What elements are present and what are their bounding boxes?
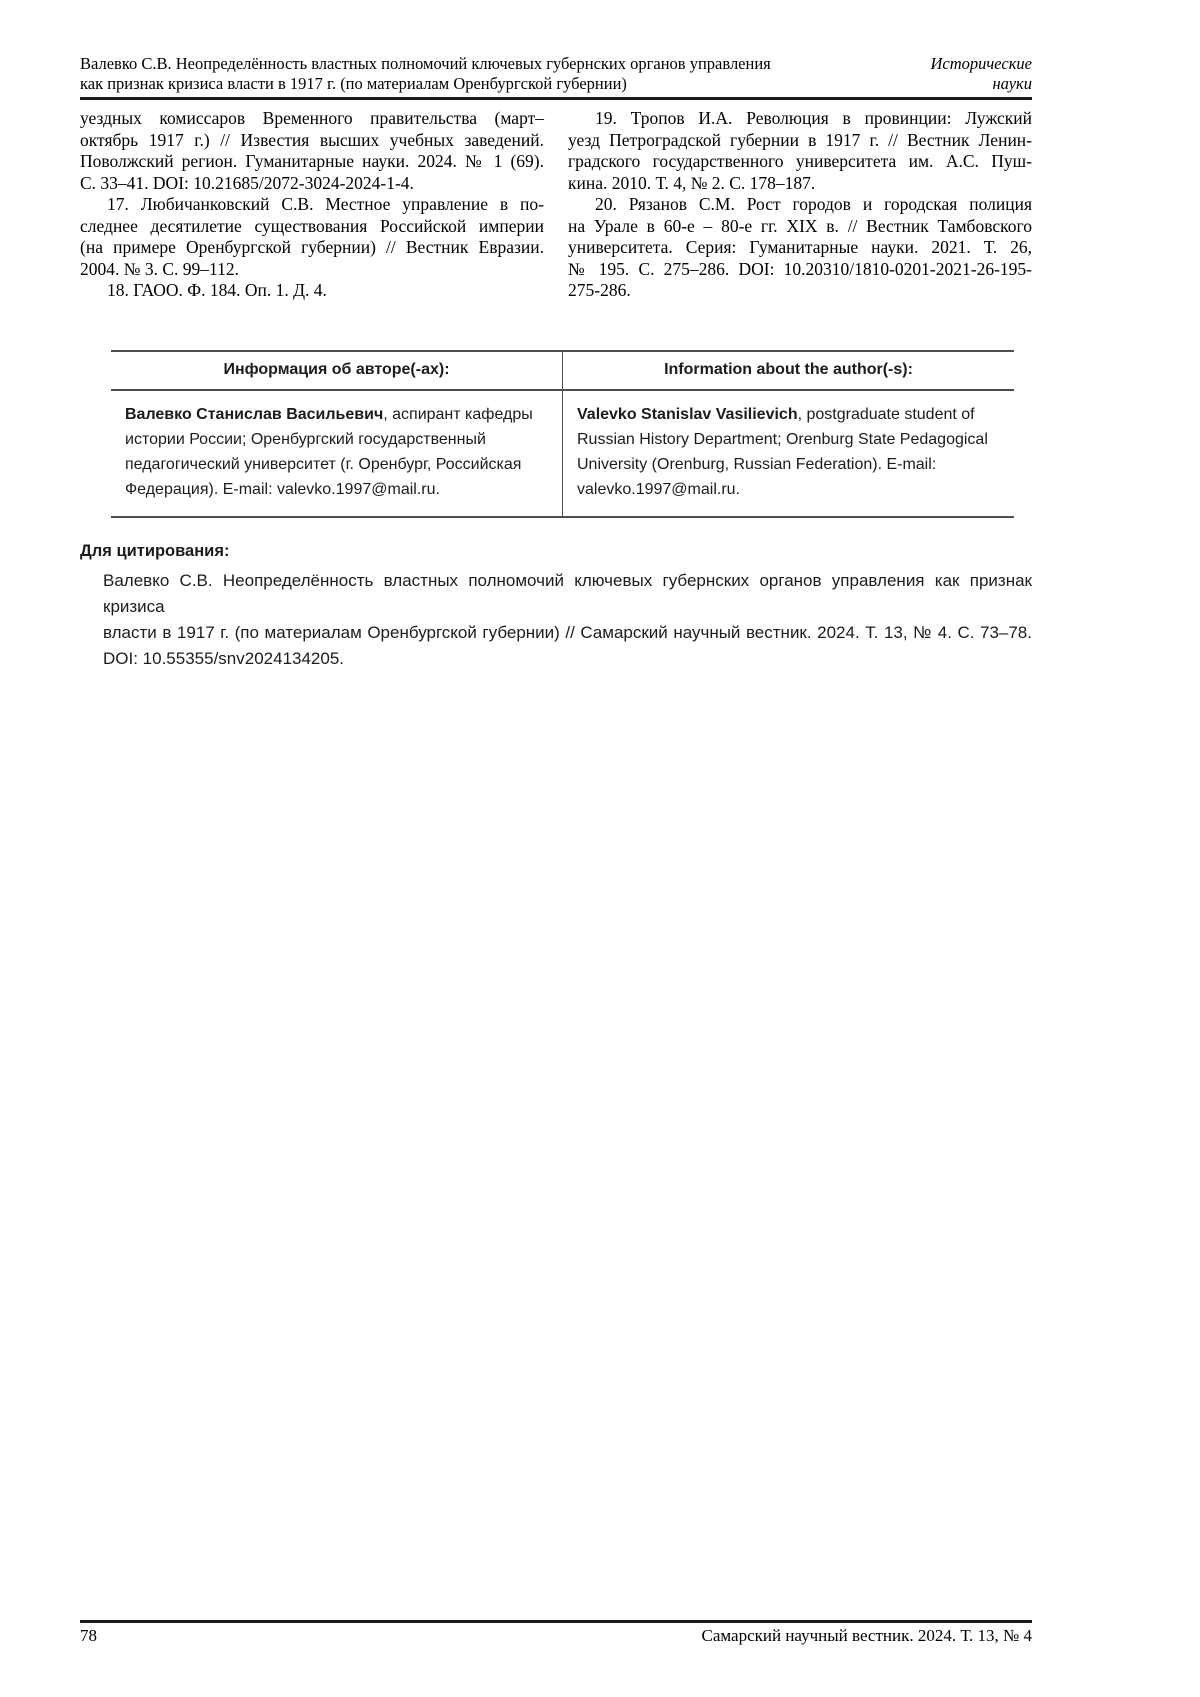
running-title [80, 54, 771, 94]
author-affiliation-ru: , аспирант кафедры истории России; Оренбургский государственный педагогический университет (г. Оренбург, Российская Федерация). E-mail: valevko.1997@mail.ru. [125, 405, 533, 498]
author-table-header-en: Information about the author(-s): [563, 351, 1015, 390]
section-label-line1: Исторические [930, 54, 1032, 73]
running-title-line1: Валевко С.В. Неопределённость властных полномочий ключевых губернских органов управления [80, 54, 771, 73]
page-footer [80, 1620, 1032, 1647]
author-affiliation-en: , postgraduate student of Russian History Department; Orenburg State Pedagogical University (Orenburg, Russian Federation). E-mail: valevko.1997@mail.ru. [577, 405, 988, 498]
author-cell-ru [111, 390, 563, 517]
author-table-header-ru: Информация об авторе(-ах): [111, 351, 563, 390]
author-table-body-row [111, 390, 1014, 517]
section-label [931, 54, 1033, 94]
page-header [80, 54, 1032, 100]
citation-section [80, 518, 1032, 672]
references-right-column: 19. Тропов И.А. Революция в провинции: Лужский уезд Петроградской губернии в 1917 г. // Вестник Ленин- градского государственного университета им. А.С. Пуш- кина. 2010. Т. 4, № 2. С. 178–187. 20. Рязанов С.М. Рост городов и городская полиция на Урале в 60-е – 80-е гг. XIX в. // Вестник Тамбовского университета. Серия: Гуманитарные науки. 2021. Т. 26, № 195. С. 275–286. DOI: 10.20310/1810-0201-2021-26-195- 275-286. [568, 108, 1032, 300]
references-section [80, 108, 1032, 302]
page-number: 78 [80, 1626, 97, 1645]
author-info-table [111, 350, 1014, 518]
author-name-ru: Валевко Станислав Васильевич [125, 405, 384, 423]
section-label-line2: науки [992, 74, 1032, 93]
running-title-line2: как признак кризиса власти в 1917 г. (по материалам Оренбургской губернии) [80, 74, 627, 93]
author-name-en: Valevko Stanislav Vasilievich [577, 405, 798, 423]
citation-label: Для цитирования: [80, 541, 230, 560]
references-left-column: уездных комиссаров Временного правительства (март– октябрь 1917 г.) // Известия высших учебных заведений. Поволжский регион. Гуманитарные науки. 2024. № 1 (69). С. 33–41. DOI: 10.21685/2072-3024-2024-1-4. 17. Любичанковский С.В. Местное управление в по- следнее десятилетие существования Российской империи (на примере Оренбургской губернии) // Вестник Евразии. 2004. № 3. С. 99–112. 18. ГАОО. Ф. 184. Оп. 1. Д. 4. [80, 108, 544, 300]
author-cell-en [563, 390, 1015, 517]
journal-reference: Самарский научный вестник. 2024. Т. 13, № 4 [701, 1626, 1032, 1645]
citation-text: Валевко С.В. Неопределённость властных полномочий ключевых губернских органов управления как признак кризиса власти в 1917 г. (по материалам Оренбургской губернии) // Самарский научный вестник. 2024. Т. 13, № 4. С. 73–78. DOI: 10.55355/snv2024134205. [103, 570, 1032, 668]
author-table-header-row [111, 351, 1014, 390]
